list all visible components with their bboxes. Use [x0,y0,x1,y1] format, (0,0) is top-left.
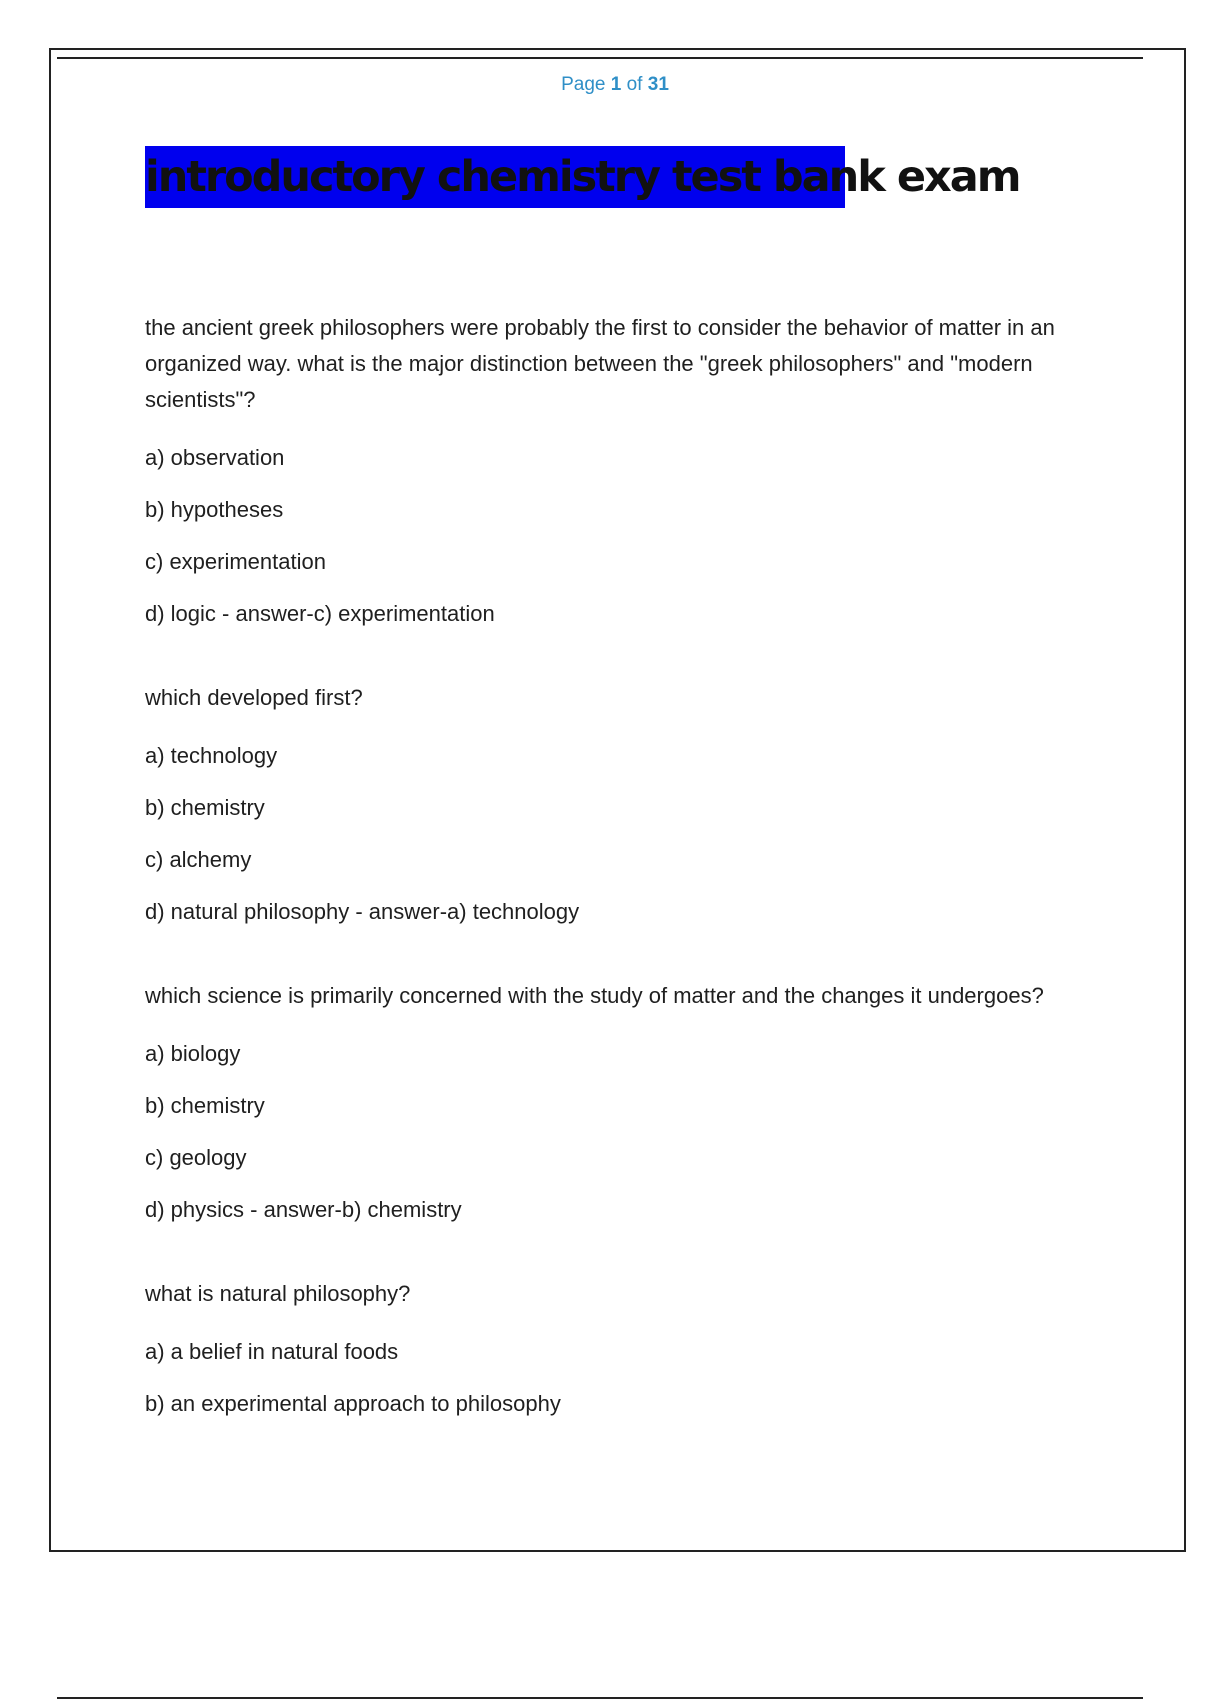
answer-option: d) natural philosophy - answer-a) technology [145,899,580,924]
answer-option: c) alchemy [145,847,252,872]
page-current: 1 [610,74,622,95]
answer-option: b) an experimental approach to philosophy [145,1391,561,1416]
page-of: of [626,74,643,95]
question-block [145,978,1095,1236]
question-text: which science is primarily concerned with the study of matter and the changes it undergoes? [145,983,1044,1008]
question-text: which developed first? [145,685,363,710]
answer-option: a) a belief in natural foods [145,1339,399,1364]
answer-option: d) logic - answer-c) experimentation [145,601,495,626]
question-block [145,680,1095,938]
answer-option: a) biology [145,1041,241,1066]
question-block [145,310,1095,640]
page-total: 31 [647,74,669,95]
question-text: the ancient greek philosophers were probably the first to consider the behavior of matter in an organized way. what is the major distinction between the "greek philosophers" and "modern scientists"? [145,315,1055,412]
answer-option: a) technology [145,743,278,768]
page-number [0,74,1230,96]
question-block [145,1276,1095,1430]
answer-option: c) experimentation [145,549,326,574]
answer-option: a) observation [145,445,285,470]
answer-option: d) physics - answer-b) chemistry [145,1197,462,1222]
question-text: what is natural philosophy? [145,1281,411,1306]
page-prefix: Page [561,74,606,95]
footer-rule [57,1697,1143,1699]
document-title: introductory chemistry test bank exam [145,146,845,208]
answer-option: b) chemistry [145,795,265,820]
answer-option: b) chemistry [145,1093,265,1118]
answer-option: c) geology [145,1145,247,1170]
answer-option: b) hypotheses [145,497,284,522]
header-rule [57,57,1143,59]
question-list [145,310,1095,1470]
